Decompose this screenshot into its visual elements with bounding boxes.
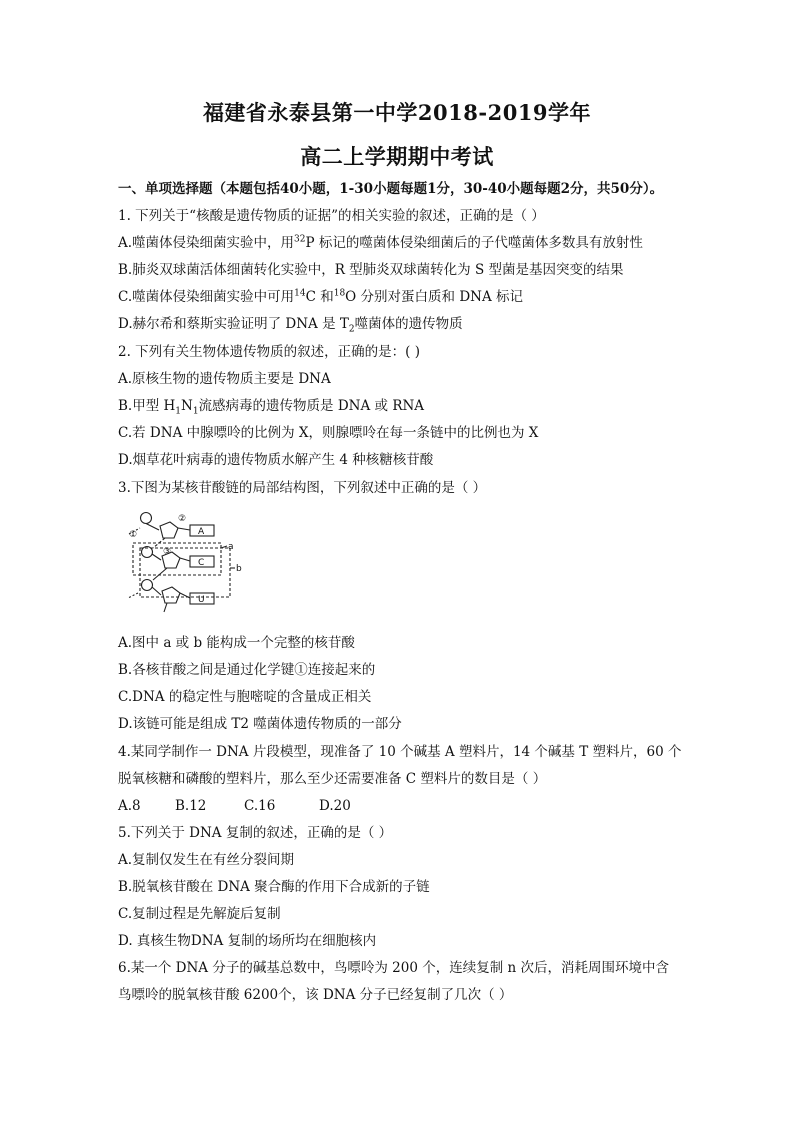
question-2-stem: 2. 下列有关生物体遗传物质的叙述，正确的是：( ) xyxy=(118,344,420,360)
question-4-stem-line2: 脱氧核糖和磷酸的塑料片，那么至少还需要准备 C 塑料片的数目是（ ） xyxy=(118,771,547,787)
label-b: b xyxy=(236,564,242,574)
section-heading: 一、单项选择题（本题包括40小题，1-30小题每题1分，30-40小题每题2分，共50分）。 xyxy=(118,181,664,197)
question-2-option-c: C.若 DNA 中腺嘌呤的比例为 X，则腺嘌呤在每一条链中的比例也为 X xyxy=(118,425,539,441)
question-2-option-a: A.原核生物的遗传物质主要是 DNA xyxy=(118,371,331,387)
question-6-stem-line1: 6.某一个 DNA 分子的碱基总数中，鸟嘌呤为 200 个，连续复制 n 次后，消耗周围环境中含 xyxy=(118,960,669,976)
question-3-option-d: D.该链可能是组成 T2 噬菌体遗传物质的一部分 xyxy=(118,716,402,732)
pentose-3 xyxy=(162,587,180,603)
label-circle-2: ② xyxy=(178,514,187,524)
phosphate-circle-3 xyxy=(142,580,153,591)
question-1-stem: 1. 下列关于“核酸是遗传物质的证据”的相关实验的叙述，正确的是（ ） xyxy=(118,208,545,224)
question-4-option-b: B.12 xyxy=(175,798,207,814)
question-2-option-d: D.烟草花叶病毒的遗传物质水解产生 4 种核糖核苷酸 xyxy=(118,452,434,468)
label-base-1: A xyxy=(198,527,205,537)
label-base-3: U xyxy=(198,595,205,605)
question-4-stem-line1: 4.某同学制作一 DNA 片段模型，现准备了 10 个碱基 A 塑料片，14 个碱基 T 塑料片，60 个 xyxy=(118,744,682,760)
label-base-2: C xyxy=(198,558,205,568)
document-title-line2: 高二上学期期中考试 xyxy=(300,144,494,169)
question-5-option-c: C.复制过程是先解旋后复制 xyxy=(118,906,281,922)
nucleotide-chain-diagram xyxy=(120,508,250,620)
question-1-option-c: C.噬菌体侵染细菌实验中可用$^{14}$C 和$^{18}$O 分别对蛋白质和 DNA 标记 xyxy=(118,288,523,305)
label-a: a xyxy=(228,542,234,552)
question-4-options xyxy=(118,797,351,815)
question-5-option-b: B.脱氧核苷酸在 DNA 聚合酶的作用下合成新的子链 xyxy=(118,879,430,895)
question-3-option-b: B.各核苷酸之间是通过化学键①连接起来的 xyxy=(118,662,376,678)
pentose-1 xyxy=(160,522,178,538)
question-4-option-d: D.20 xyxy=(319,798,351,814)
document-title-line1: 福建省永泰县第一中学2018-2019学年 xyxy=(202,100,592,125)
question-5-stem: 5.下列关于 DNA 复制的叙述，正确的是（ ） xyxy=(118,825,393,841)
label-circle-3: ③ xyxy=(163,547,172,557)
question-5-option-a: A.复制仅发生在有丝分裂间期 xyxy=(118,852,295,868)
question-6-stem-line2: 鸟嘌呤的脱氧核苷酸 6200个，该 DNA 分子已经复制了几次（ ） xyxy=(118,987,513,1003)
question-1-option-a: A.噬菌体侵染细菌实验中，用$^{32}$P 标记的噬菌体侵染细菌后的子代噬菌体多数具有放射性 xyxy=(118,234,643,251)
question-3-option-c: C.DNA 的稳定性与胞嘧啶的含量成正相关 xyxy=(118,689,372,705)
label-circle-1: ① xyxy=(129,530,138,540)
question-3-option-a: A.图中 a 或 b 能构成一个完整的核苷酸 xyxy=(118,635,355,651)
question-3-stem: 3.下图为某核苷酸链的局部结构图，下列叙述中正确的是（ ） xyxy=(118,480,487,496)
question-2-option-b: B.甲型 $H_1N_1$流感病毒的遗传物质是 DNA 或 RNA xyxy=(118,398,425,417)
phosphate-circle-1 xyxy=(141,513,152,524)
question-4-option-c: C.16 xyxy=(244,798,276,814)
question-4-option-a: A.8 xyxy=(118,798,141,814)
question-5-option-d: D. 真核生物DNA 复制的场所均在细胞核内 xyxy=(118,933,377,949)
question-1-option-b: B.肺炎双球菌活体细菌转化实验中，R 型肺炎双球菌转化为 S 型菌是基因突变的结果 xyxy=(118,262,624,278)
question-1-option-d: D.赫尔希和蔡斯实验证明了 DNA 是 $T_2$噬菌体的遗传物质 xyxy=(118,316,463,335)
